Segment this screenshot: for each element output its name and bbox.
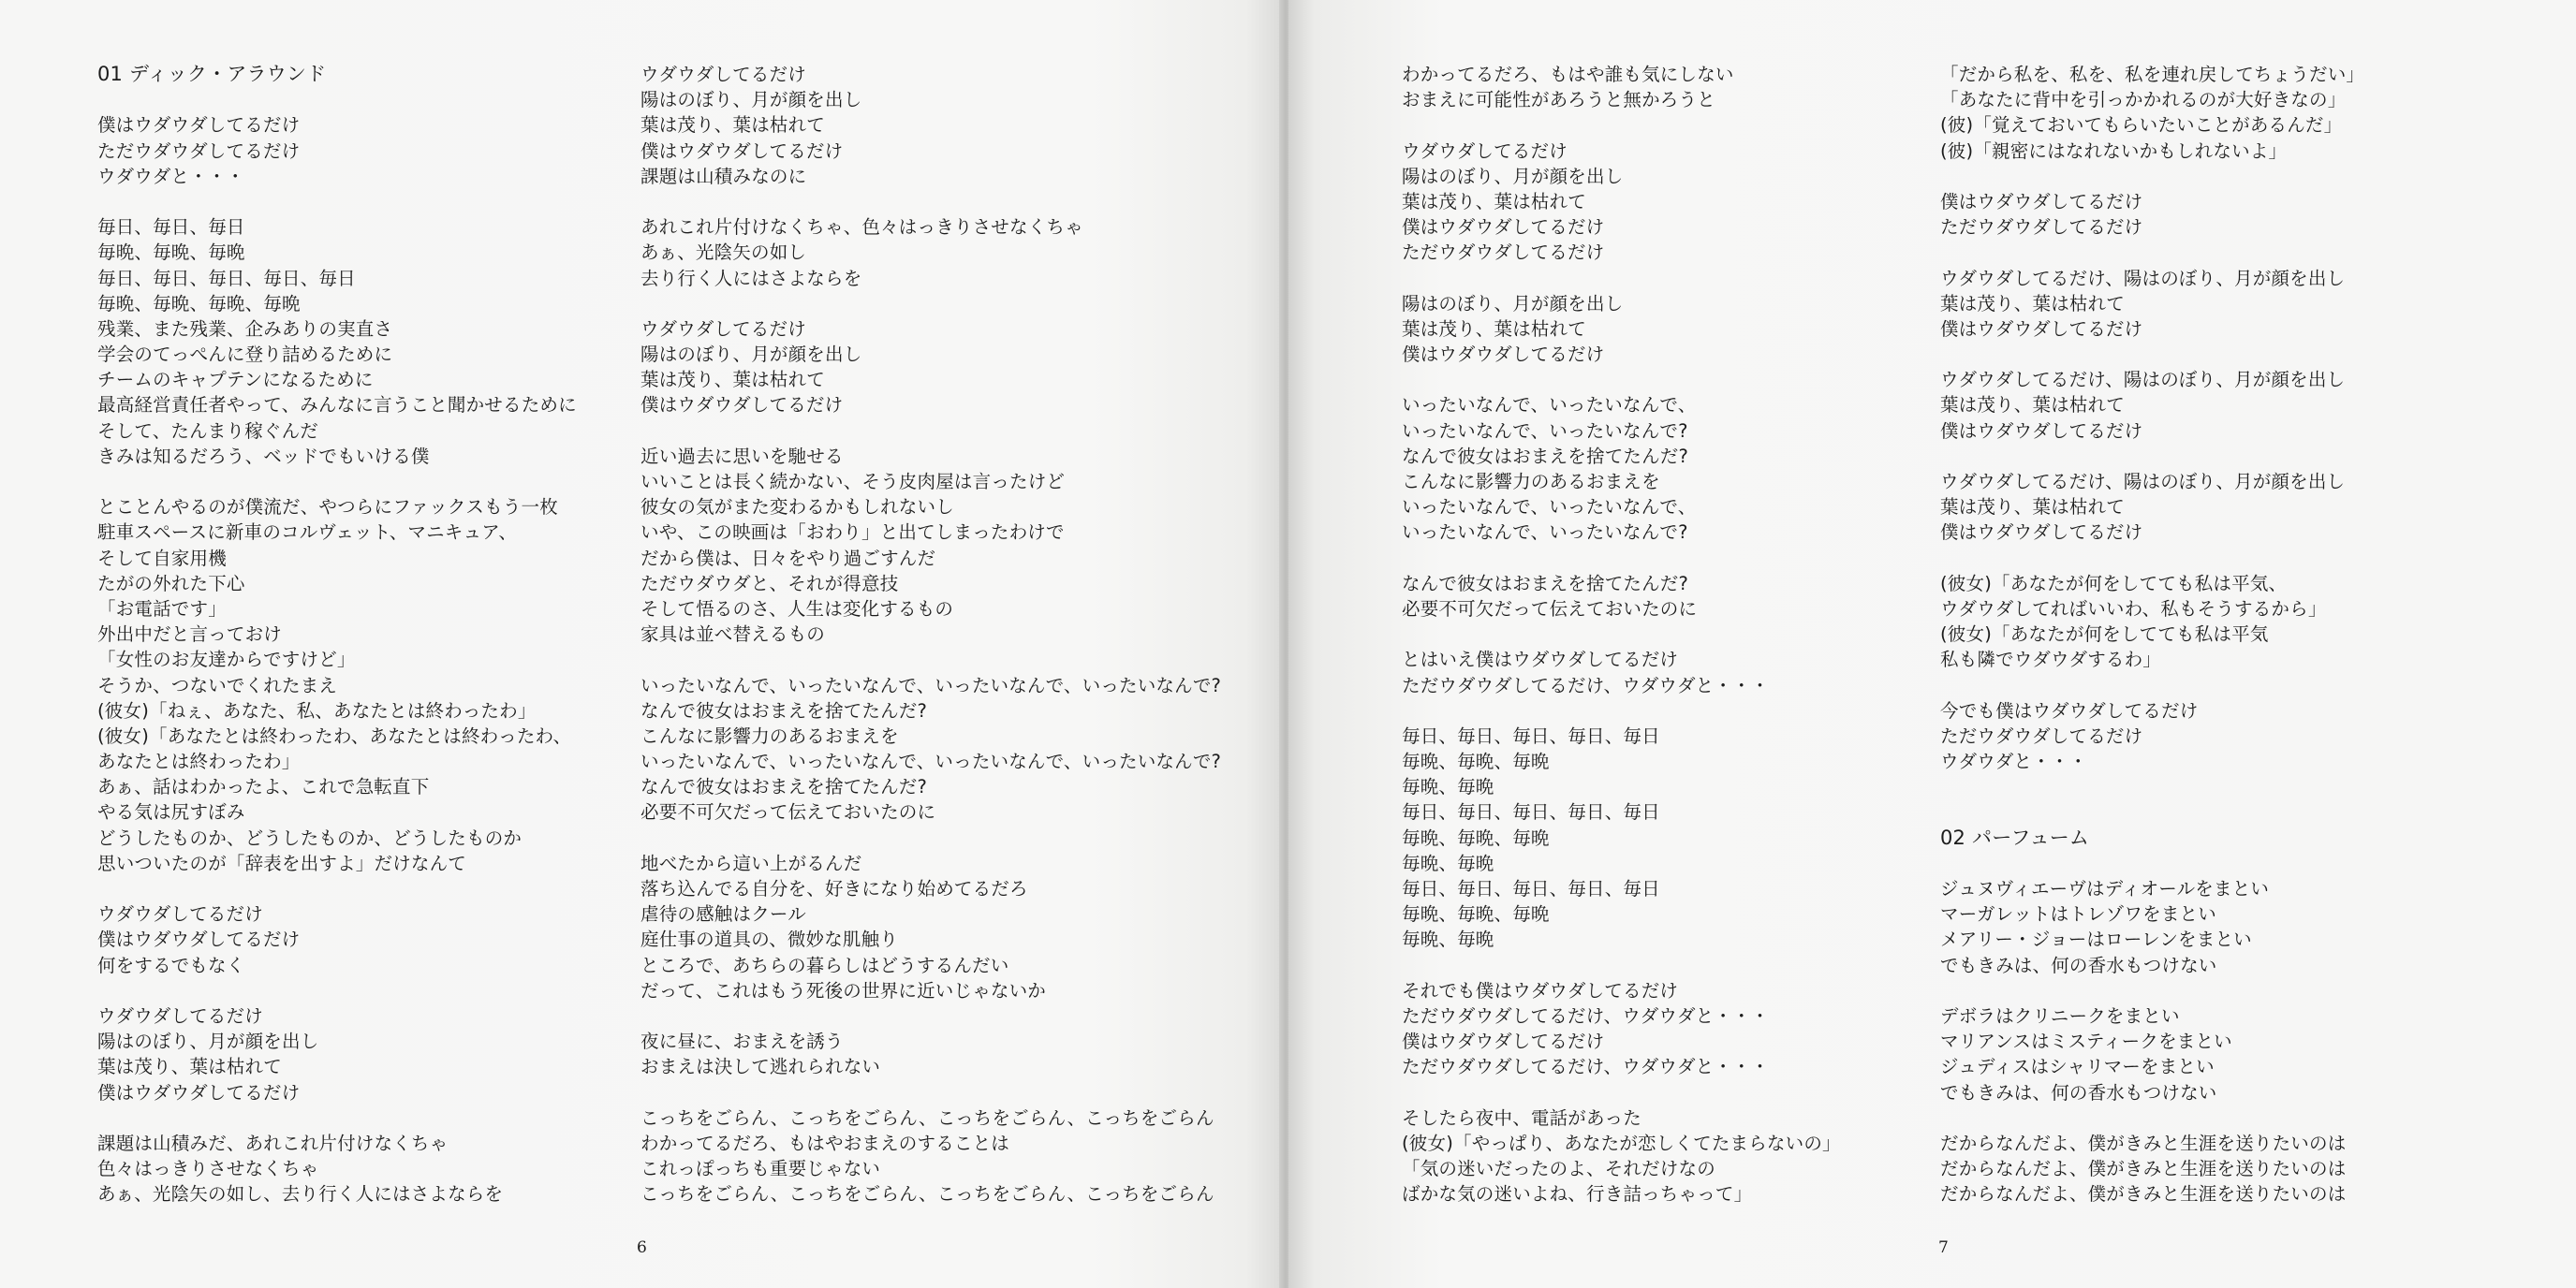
lyric-line: なんで彼女はおまえを捨てたんだ? xyxy=(640,699,928,722)
blank-line xyxy=(1940,673,2364,698)
lyric-line: 葉は茂り、葉は枯れて xyxy=(97,1056,283,1078)
blank-line xyxy=(1940,546,2364,571)
lyric-line: (彼)「親密にはなれないかもしれないよ」 xyxy=(1940,139,2288,162)
lyric-line: だからなんだよ、僕がきみと生涯を送りたいのは xyxy=(1940,1183,2347,1206)
lyric-line: 落ち込んでる自分を、好きになり始めてるだろ xyxy=(640,878,1028,900)
lyric-line: いや、この映画は「おわり」と出てしまったわけで xyxy=(640,521,1065,544)
lyric-line: そしたら夜中、電話があった xyxy=(1402,1106,1641,1129)
lyric-line: ウダウダしてるだけ xyxy=(1402,139,1568,162)
lyric-line: いったいなんで、いったいなんで? xyxy=(1402,521,1688,544)
lyric-line: チームのキャプテンになるために xyxy=(97,369,374,391)
blank-line xyxy=(1402,112,1841,138)
lyric-line: ジュヌヴィエーヴはディオールをまとい xyxy=(1940,878,2270,900)
lyric-line: 僕はウダウダしてるだけ xyxy=(1402,344,1605,366)
lyric-line: 「お電話です」 xyxy=(97,597,227,620)
lyric-line: (彼女)「あなたとは終わったわ、あなたとは終わったわ、 xyxy=(97,724,572,747)
lyric-line: (彼女)「ねぇ、あなた、私、あなたとは終わったわ」 xyxy=(97,699,537,722)
lyric-line: 僕はウダウダしてるだけ xyxy=(1402,216,1605,239)
blank-line xyxy=(1940,851,2364,876)
lyric-line: (彼女)「あなたが何をしてても私は平気、 xyxy=(1940,572,2288,594)
lyric-line: 課題は山積みなのに xyxy=(640,165,807,187)
lyric-line: 思いついたのが「辞表を出すよ」だけなんて xyxy=(97,852,467,874)
lyric-line: だから僕は、日々をやり過ごすんだ xyxy=(640,547,936,569)
lyric-line: 何をするでもなく xyxy=(97,954,245,976)
lyric-line: 毎晩、毎晩 xyxy=(1402,929,1494,951)
lyric-line: なんで彼女はおまえを捨てたんだ? xyxy=(1402,445,1689,467)
blank-line xyxy=(1940,240,2364,265)
lyric-line: マーガレットはトレゾワをまとい xyxy=(1940,903,2216,926)
lyric-line: いったいなんで、いったいなんで、いったいなんで、いったいなんで? xyxy=(640,751,1222,773)
lyric-line: 僕はウダウダしてるだけ xyxy=(1940,317,2143,340)
track-title: 01 ディック・アラウンド xyxy=(97,63,327,85)
lyric-line: 僕はウダウダしてるだけ xyxy=(1940,419,2143,442)
blank-line xyxy=(1402,622,1841,647)
lyric-line: ウダウダしてるだけ xyxy=(640,317,806,340)
lyric-line: おまえに可能性があろうと無かろうと xyxy=(1402,89,1715,111)
lyric-line: 毎日、毎日、毎日、毎日、毎日 xyxy=(1402,801,1660,824)
lyric-line: わかってるだろ、もはやおまえのすることは xyxy=(640,1132,1010,1154)
blank-line xyxy=(1940,444,2364,469)
blank-line xyxy=(97,87,577,112)
lyric-line: 「女性のお友達からですけど」 xyxy=(97,649,356,671)
lyrics-column xyxy=(1402,62,1841,1207)
lyric-line: 陽はのぼり、月が顔を出し xyxy=(1402,165,1624,187)
blank-line xyxy=(1402,953,1841,978)
left-page xyxy=(0,0,1285,1288)
blank-line xyxy=(1402,367,1841,392)
lyric-line: ただウダウダしてるだけ xyxy=(97,139,301,162)
lyric-line: 夜に昼に、おまえを誘う xyxy=(640,1031,844,1053)
lyric-line: ウダウダしてるだけ、陽はのぼり、月が顔を出し xyxy=(1940,471,2346,492)
lyric-line: ウダウダしてるだけ、陽はのぼり、月が顔を出し xyxy=(1940,267,2346,289)
page-number: 7 xyxy=(1938,1238,1949,1257)
lyric-line: あぁ、光陰矢の如し、去り行く人にはさよならを xyxy=(97,1183,504,1206)
lyric-line: そして、たんまり稼ぐんだ xyxy=(97,419,319,442)
lyric-line: これっぽっちも重要じゃない xyxy=(640,1158,881,1180)
lyric-line: ただウダウダと、それが得意技 xyxy=(640,572,899,594)
right-page xyxy=(1288,0,2576,1288)
lyric-line: だからなんだよ、僕がきみと生涯を送りたいのは xyxy=(1940,1158,2347,1180)
lyric-line: 駐車スペースに新車のコルヴェット、マニキュア、 xyxy=(97,521,518,544)
lyric-line: 陽はのぼり、月が顔を出し xyxy=(640,89,862,111)
blank-line xyxy=(640,1003,1221,1029)
lyric-line: 「あなたに背中を引っかかれるのが大好きなの」 xyxy=(1940,89,2347,111)
lyric-line: 葉は茂り、葉は枯れて xyxy=(1402,190,1587,212)
lyric-line: 毎日、毎日、毎日、毎日、毎日 xyxy=(1402,724,1660,747)
lyric-line: そして悟るのさ、人生は変化するもの xyxy=(640,597,954,620)
blank-line xyxy=(97,978,577,1003)
lyric-line: だからなんだよ、僕がきみと生涯を送りたいのは xyxy=(1940,1132,2347,1154)
lyric-line: マリアンスはミスティークをまとい xyxy=(1940,1031,2232,1053)
blank-line xyxy=(1940,164,2364,189)
lyric-line: ただウダウダしてるだけ、ウダウダと・・・ xyxy=(1402,1004,1770,1027)
blank-line xyxy=(640,826,1221,851)
lyric-line: メアリー・ジョーはローレンをまとい xyxy=(1940,929,2252,951)
blank-line xyxy=(1940,342,2364,367)
lyric-line: 今でも僕はウダウダしてるだけ xyxy=(1940,699,2199,722)
blank-line xyxy=(640,647,1221,672)
lyric-line: 葉は茂り、葉は枯れて xyxy=(640,114,826,137)
lyric-line: 僕はウダウダしてるだけ xyxy=(1940,521,2143,544)
lyric-line: 毎晩、毎晩 xyxy=(1402,852,1494,874)
lyric-line: 私も隣でウダウダするわ」 xyxy=(1940,649,2162,671)
lyric-line: 毎晩、毎晩、毎晩 xyxy=(97,242,245,264)
lyric-line: (彼女)「やっぱり、あなたが恋しくてたまらないの」 xyxy=(1402,1132,1841,1154)
lyric-line: そうか、つないでくれたまえ xyxy=(97,674,338,696)
lyric-line: きみは知るだろう、ベッドでもいける僕 xyxy=(97,445,430,467)
lyric-line: 毎日、毎日、毎日、毎日、毎日 xyxy=(97,267,356,289)
lyric-line: 僕はウダウダしてるだけ xyxy=(1940,190,2143,212)
lyric-line: こんなに影響力のあるおまえを xyxy=(1402,471,1660,492)
lyric-line: 毎晩、毎晩、毎晩、毎晩 xyxy=(97,292,301,315)
lyric-line: 葉は茂り、葉は枯れて xyxy=(1940,292,2126,315)
lyric-line: 陽はのぼり、月が顔を出し xyxy=(640,344,862,366)
lyric-line: 僕はウダウダしてるだけ xyxy=(97,114,301,137)
lyrics-column xyxy=(640,62,1221,1207)
lyric-line: 僕はウダウダしてるだけ xyxy=(1402,1031,1605,1053)
blank-line xyxy=(640,189,1221,214)
lyric-line: 必要不可欠だって伝えておいたのに xyxy=(1402,597,1698,620)
blank-line xyxy=(97,469,577,494)
lyric-line: 「気の迷いだったのよ、それだけなの xyxy=(1402,1158,1715,1180)
lyric-line: やる気は尻すぼみ xyxy=(97,801,245,824)
lyric-line: 毎晩、毎晩、毎晩 xyxy=(1402,827,1550,849)
lyric-line: なんで彼女はおまえを捨てたんだ? xyxy=(1402,572,1689,594)
lyric-line: たがの外れた下心 xyxy=(97,572,245,594)
lyric-line: ただウダウダしてるだけ xyxy=(1940,216,2143,239)
lyric-line: だって、これはもう死後の世界に近いじゃないか xyxy=(640,979,1047,1002)
lyrics-column xyxy=(97,62,577,1207)
lyric-line: 僕はウダウダしてるだけ xyxy=(640,394,844,417)
lyric-line: とはいえ僕はウダウダしてるだけ xyxy=(1402,649,1679,671)
lyric-line: 近い過去に思いを馳せる xyxy=(640,445,844,467)
lyric-line: ところで、あちらの暮らしはどうするんだい xyxy=(640,954,1009,976)
lyric-line: (彼)「覚えておいてもらいたいことがあるんだ」 xyxy=(1940,114,2343,137)
lyric-line: 去り行く人にはさよならを xyxy=(640,267,862,289)
lyric-line: 虐待の感触はクール xyxy=(640,903,806,926)
lyric-line: ウダウダしてるだけ xyxy=(97,1004,263,1027)
lyric-line: ウダウダしてるだけ xyxy=(640,64,806,85)
lyric-line: 毎晩、毎晩、毎晩 xyxy=(1402,903,1550,926)
lyric-line: いいことは長く続かない、そう皮肉屋は言ったけど xyxy=(640,471,1066,492)
lyric-line: いったいなんで、いったいなんで、 xyxy=(1402,496,1697,519)
lyric-line: ウダウダと・・・ xyxy=(1940,751,2088,773)
track-title: 02 パーフューム xyxy=(1940,826,2090,849)
lyric-line: (彼女)「あなたが何をしてても私は平気 xyxy=(1940,623,2269,646)
lyric-line: 課題は山積みだ、あれこれ片付けなくちゃ xyxy=(97,1132,449,1154)
lyric-line: 彼女の気がまた変わるかもしれないし xyxy=(640,496,954,519)
lyric-line: ばかな気の迷いよね、行き詰っちゃって」 xyxy=(1402,1183,1753,1206)
lyric-line: なんで彼女はおまえを捨てたんだ? xyxy=(640,776,928,798)
lyric-line: ウダウダしてるだけ xyxy=(97,903,263,926)
lyric-line: 僕はウダウダしてるだけ xyxy=(97,929,301,951)
lyric-line: 外出中だと言っておけ xyxy=(97,623,283,646)
page-number: 6 xyxy=(637,1238,647,1257)
lyric-line: 色々はっきりさせなくちゃ xyxy=(97,1158,319,1180)
lyric-line: 庭仕事の道具の、微妙な肌触り xyxy=(640,929,899,951)
lyric-line: ウダウダしてるだけ、陽はのぼり、月が顔を出し xyxy=(1940,369,2346,391)
lyric-line: それでも僕はウダウダしてるだけ xyxy=(1402,979,1679,1002)
blank-line xyxy=(1940,978,2364,1003)
lyric-line: 毎晩、毎晩、毎晩 xyxy=(1402,751,1550,773)
lyric-line: いったいなんで、いったいなんで、いったいなんで、いったいなんで? xyxy=(640,674,1222,696)
blank-line xyxy=(1940,1105,2364,1131)
lyric-line: どうしたものか、どうしたものか、どうしたものか xyxy=(97,827,523,849)
lyric-line: あぁ、光陰矢の如し xyxy=(640,242,807,264)
lyric-line: 葉は茂り、葉は枯れて xyxy=(1940,496,2126,519)
lyric-line: 僕はウダウダしてるだけ xyxy=(640,139,844,162)
lyric-line: 地べたから這い上がるんだ xyxy=(640,852,862,874)
lyric-line: わかってるだろ、もはや誰も気にしない xyxy=(1402,64,1734,85)
lyric-line: ウダウダと・・・ xyxy=(97,165,245,187)
lyric-line: 葉は茂り、葉は枯れて xyxy=(1402,317,1587,340)
blank-line xyxy=(640,291,1221,316)
lyric-line: ただウダウダしてるだけ、ウダウダと・・・ xyxy=(1402,674,1770,696)
lyric-line: 必要不可欠だって伝えておいたのに xyxy=(640,801,936,824)
lyric-line: 毎日、毎日、毎日 xyxy=(97,216,245,239)
blank-line xyxy=(1402,698,1841,724)
blank-line xyxy=(1940,799,2364,825)
lyric-line: あなたとは終わったわ」 xyxy=(97,751,301,773)
lyric-line: あれこれ片付けなくちゃ、色々はっきりさせなくちゃ xyxy=(640,216,1083,239)
lyric-line: こっちをごらん、こっちをごらん、こっちをごらん、こっちをごらん xyxy=(640,1183,1214,1206)
lyric-line: 毎日、毎日、毎日、毎日、毎日 xyxy=(1402,878,1660,900)
lyric-line: ただウダウダしてるだけ xyxy=(1940,724,2143,747)
blank-line xyxy=(97,1105,577,1131)
lyric-line: あぁ、話はわかったよ、これで急転直下 xyxy=(97,776,430,798)
lyric-line: とことんやるのが僕流だ、やつらにファックスもう一枚 xyxy=(97,496,558,519)
lyric-line: ただウダウダしてるだけ xyxy=(1402,242,1605,264)
blank-line xyxy=(97,876,577,901)
blank-line xyxy=(640,418,1221,444)
lyric-line: 陽はのぼり、月が顔を出し xyxy=(1402,292,1624,315)
lyric-line: 葉は茂り、葉は枯れて xyxy=(640,369,826,391)
lyric-line: 学会のてっぺんに登り詰めるために xyxy=(97,344,393,366)
lyric-line: こんなに影響力のあるおまえを xyxy=(640,724,899,747)
blank-line xyxy=(1402,266,1841,291)
lyric-line: 最高経営責任者やって、みんなに言うこと聞かせるために xyxy=(97,394,577,417)
lyric-line: 残業、また残業、企みありの実直さ xyxy=(97,317,393,340)
lyric-line: でもきみは、何の香水もつけない xyxy=(1940,954,2217,976)
lyrics-column xyxy=(1940,62,2364,1207)
lyric-line: デボラはクリニークをまとい xyxy=(1940,1004,2180,1027)
lyric-line: そして自家用機 xyxy=(97,547,227,569)
lyric-line: ジュディスはシャリマーをまとい xyxy=(1940,1056,2215,1078)
lyric-line: 陽はのぼり、月が顔を出し xyxy=(97,1031,319,1053)
lyric-line: いったいなんで、いったいなんで、 xyxy=(1402,394,1697,417)
blank-line xyxy=(1402,546,1841,571)
lyric-line: ただウダウダしてるだけ、ウダウダと・・・ xyxy=(1402,1056,1770,1078)
blank-line xyxy=(640,1080,1221,1105)
blank-line xyxy=(1940,774,2364,799)
lyric-line: おまえは決して逃れられない xyxy=(640,1056,881,1078)
blank-line xyxy=(1402,1080,1841,1105)
lyric-line: いったいなんで、いったいなんで? xyxy=(1402,419,1688,442)
lyric-line: ウダウダしてればいいわ、私もそうするから」 xyxy=(1940,597,2327,620)
lyric-line: 葉は茂り、葉は枯れて xyxy=(1940,394,2126,417)
lyric-line: 家具は並べ替えるもの xyxy=(640,623,826,646)
lyric-line: でもきみは、何の香水もつけない xyxy=(1940,1081,2217,1104)
lyric-line: 僕はウダウダしてるだけ xyxy=(97,1081,301,1104)
lyric-line: 「だから私を、私を、私を連れ戻してちょうだい」 xyxy=(1940,64,2365,85)
lyric-line: こっちをごらん、こっちをごらん、こっちをごらん、こっちをごらん xyxy=(640,1106,1214,1129)
blank-line xyxy=(97,189,577,214)
lyric-line: 毎晩、毎晩 xyxy=(1402,776,1494,798)
